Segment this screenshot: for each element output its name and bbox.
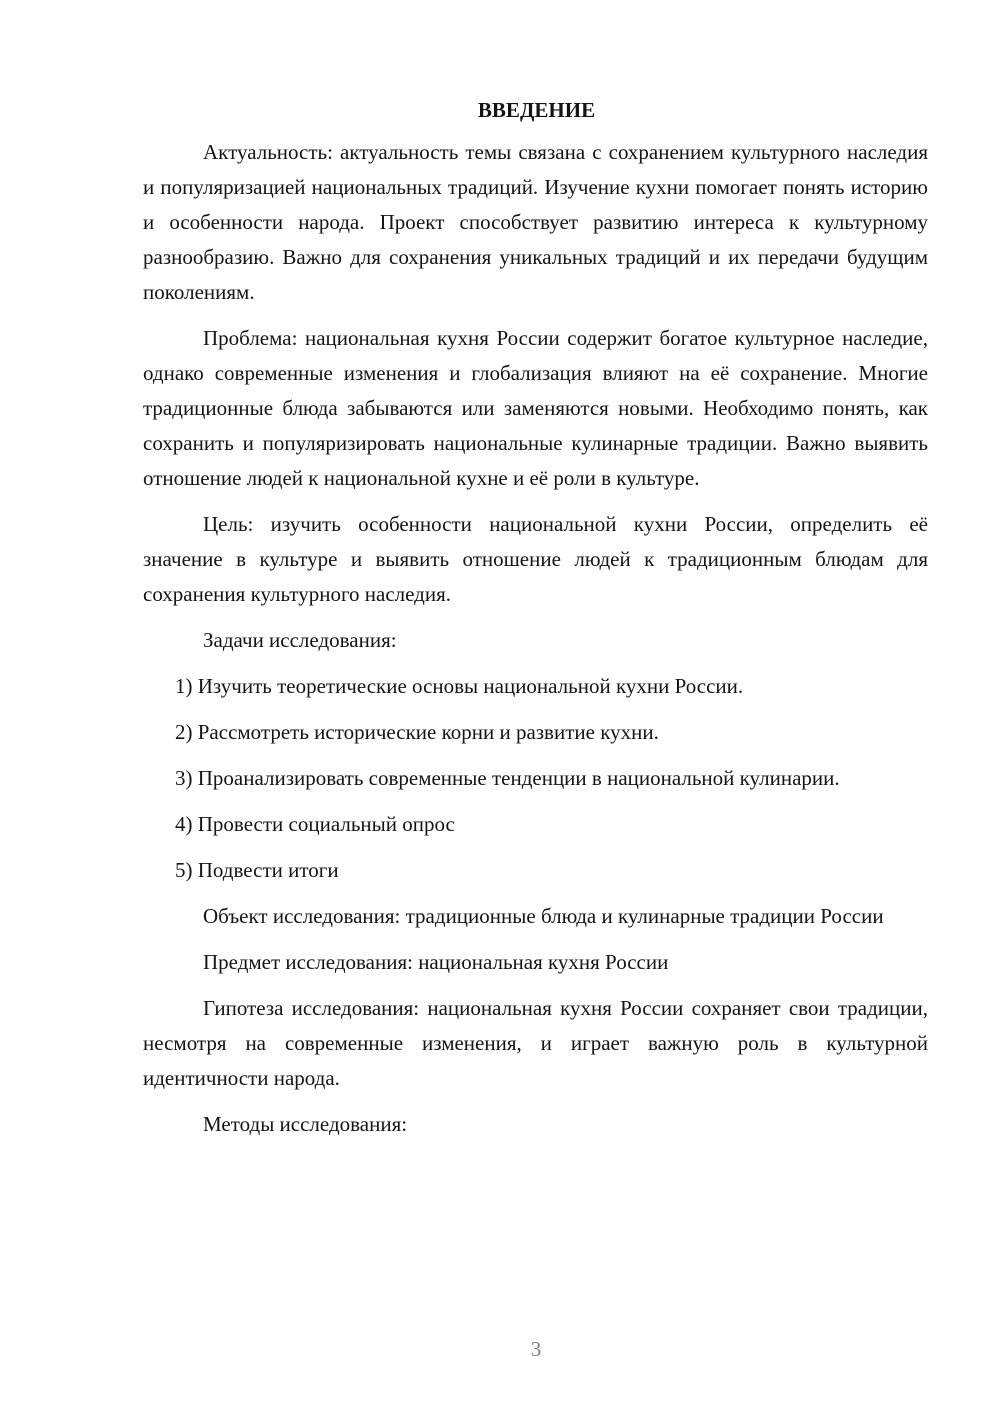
paragraph-goal: Цель: изучить особенности национальной кухни России, определить её значение в культуре и выявить отношение людей к традиционным блюдам для сохранения культурного наследия.: [143, 512, 928, 606]
paragraph-object: Объект исследования: традиционные блюда и кулинарные традиции России: [203, 904, 884, 928]
section-title: ВВЕДЕНИЕ: [477, 98, 596, 122]
paragraph-methods: Методы исследования:: [203, 1112, 408, 1136]
paragraph-hypothesis: Гипотеза исследования: национальная кухня России сохраняет свои традиции, несмотря на современные изменения, и играет важную роль в культурной идентичности народа.: [143, 996, 928, 1090]
paragraph-subject: Предмет исследования: национальная кухня России: [203, 950, 669, 974]
paragraph-relevance: Актуальность: актуальность темы связана с сохранением культурного наследия и популяризацией национальных традиций. Изучение кухни помогает понять историю и особенности народа. Проект способствует развитию интереса к культурному разнообразию. Важно для сохранения уникальных традиций и их передачи будущим поколениям.: [143, 140, 928, 304]
task-item-2: 2) Рассмотреть исторические корни и развитие кухни.: [175, 720, 659, 744]
task-item-1: 1) Изучить теоретические основы национальной кухни России.: [175, 674, 744, 698]
page-number: 3: [530, 1337, 542, 1361]
task-item-4: 4) Провести социальный опрос: [175, 812, 455, 836]
paragraph-tasks-heading: Задачи исследования:: [203, 628, 397, 652]
paragraph-problem: Проблема: национальная кухня России содержит богатое культурное наследие, однако современные изменения и глобализация влияют на её сохранение. Многие традиционные блюда забываются или заменяются новыми. Необходимо понять, как сохранить и популяризировать национальные кулинарные традиции. Важно выявить отношение людей к национальной кухне и её роли в культуре.: [143, 326, 928, 490]
task-item-5: 5) Подвести итоги: [175, 858, 339, 882]
task-item-3: 3) Проанализировать современные тенденции в национальной кулинарии.: [175, 766, 840, 790]
page-content: [143, 93, 928, 1153]
